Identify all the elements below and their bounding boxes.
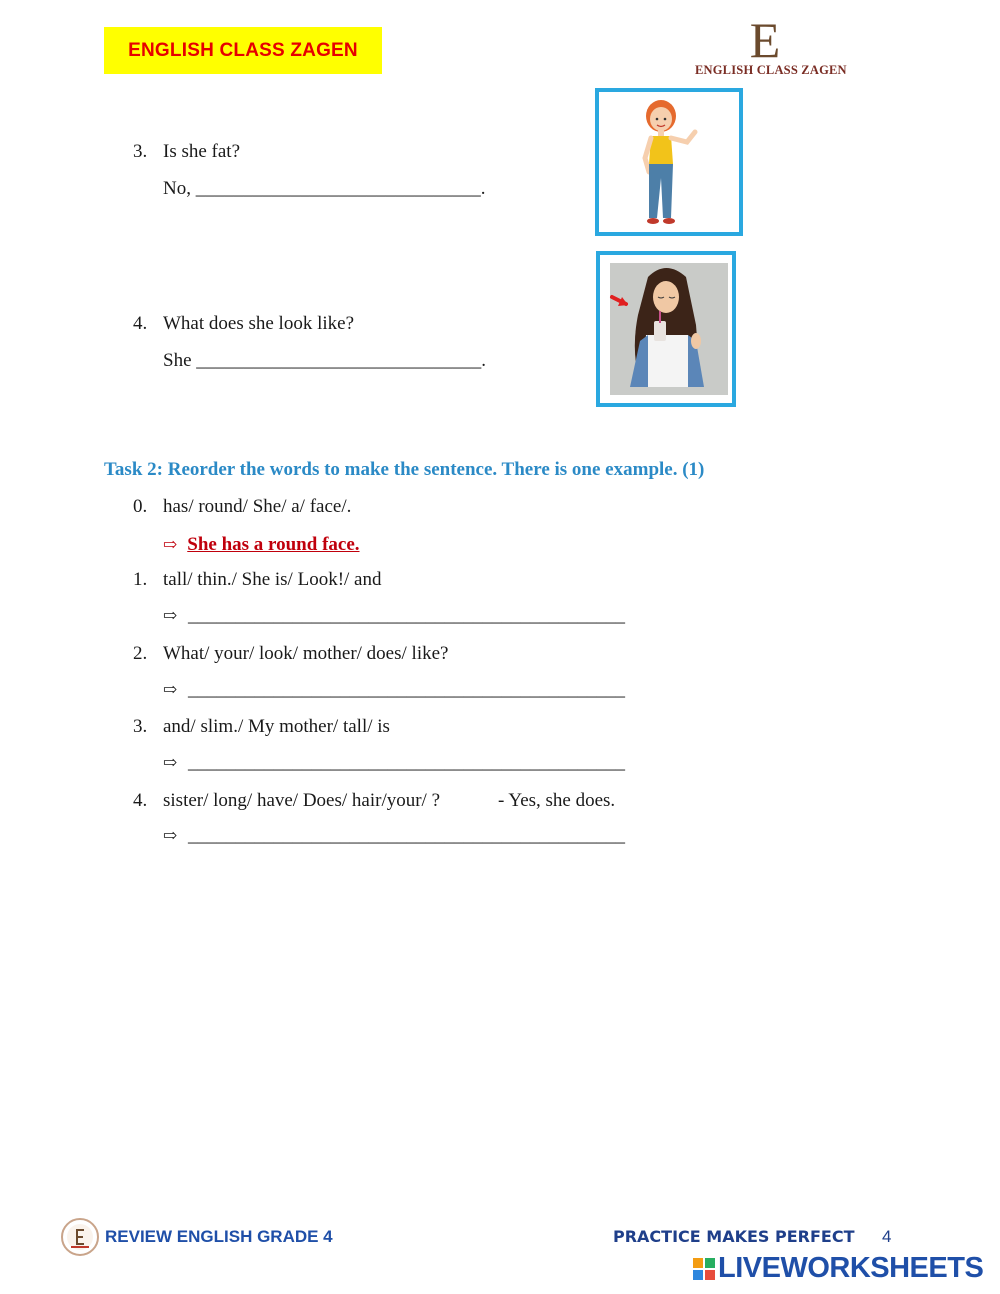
- question-text: What does she look like?: [163, 313, 355, 334]
- answer-line[interactable]: [163, 178, 485, 200]
- item-number: 2.: [133, 643, 148, 664]
- class-label-text: ENGLISH CLASS ZAGEN: [128, 39, 358, 61]
- item-reply: - Yes, she does.: [498, 790, 616, 811]
- item-words: sister/ long/ have/ Does/ hair/your/ ?: [163, 790, 441, 811]
- footer-slogan: PRACTICE MAKES PERFECT: [613, 1227, 855, 1246]
- page-number: 4: [882, 1227, 892, 1246]
- answer-blank[interactable]: ______________________________.: [195, 178, 486, 199]
- picture-slim-woman: [595, 88, 743, 236]
- answer-blank[interactable]: ______________________________________________: [188, 679, 625, 700]
- example-answer: She has a round face.: [187, 534, 360, 555]
- answer-blank[interactable]: ______________________________________________: [188, 605, 625, 626]
- answer-line[interactable]: [163, 679, 625, 701]
- item-number: 4.: [133, 790, 148, 811]
- task2-title: Task 2: Reorder the words to make the sentence. There is one example. (1): [104, 459, 705, 480]
- item-number: 1.: [133, 569, 148, 590]
- arrow-right-icon: ⇨: [163, 753, 178, 772]
- answer-blank[interactable]: ______________________________.: [196, 350, 486, 371]
- answer-prefix: No,: [163, 178, 191, 199]
- example-words: has/ round/ She/ a/ face/.: [163, 496, 352, 517]
- item-words: What/ your/ look/ mother/ does/ like?: [163, 643, 449, 664]
- example-number: 0.: [133, 496, 148, 517]
- logo-name: ENGLISH CLASS ZAGEN: [695, 63, 847, 77]
- item-words: and/ slim./ My mother/ tall/ is: [163, 716, 390, 737]
- liveworksheets-text: LIVEWORKSHEETS: [718, 1252, 984, 1284]
- school-logo: [695, 12, 847, 87]
- liveworksheets-brand[interactable]: [692, 1252, 983, 1285]
- footer-title: REVIEW ENGLISH GRADE 4: [105, 1227, 333, 1246]
- example-answer-line: [163, 534, 360, 556]
- arrow-right-icon: ⇨: [163, 606, 178, 625]
- item-words: tall/ thin./ She is/ Look!/ and: [163, 569, 382, 590]
- answer-prefix: She: [163, 350, 192, 371]
- question-number: 3.: [133, 141, 148, 162]
- footer-logo: [61, 1218, 99, 1256]
- answer-line[interactable]: [163, 350, 486, 372]
- school-emblem-icon: [65, 1222, 95, 1252]
- long-hair-woman-illustration: [600, 255, 732, 403]
- answer-blank[interactable]: ______________________________________________: [188, 825, 625, 846]
- cartoon-woman-illustration: [599, 92, 739, 232]
- arrow-right-icon: ⇨: [163, 826, 178, 845]
- answer-line[interactable]: [163, 605, 625, 627]
- arrow-right-icon: ⇨: [163, 535, 178, 554]
- arrow-right-icon: ⇨: [163, 680, 178, 699]
- class-label: [104, 27, 382, 74]
- logo-letter: E: [749, 12, 781, 68]
- answer-line[interactable]: [163, 825, 625, 847]
- liveworksheets-logo-icon: [692, 1257, 716, 1281]
- answer-line[interactable]: [163, 752, 625, 774]
- picture-long-hair-woman: [596, 251, 736, 407]
- answer-blank[interactable]: ______________________________________________: [188, 752, 625, 773]
- item-number: 3.: [133, 716, 148, 737]
- question-number: 4.: [133, 313, 148, 334]
- question-text: Is she fat?: [163, 141, 241, 162]
